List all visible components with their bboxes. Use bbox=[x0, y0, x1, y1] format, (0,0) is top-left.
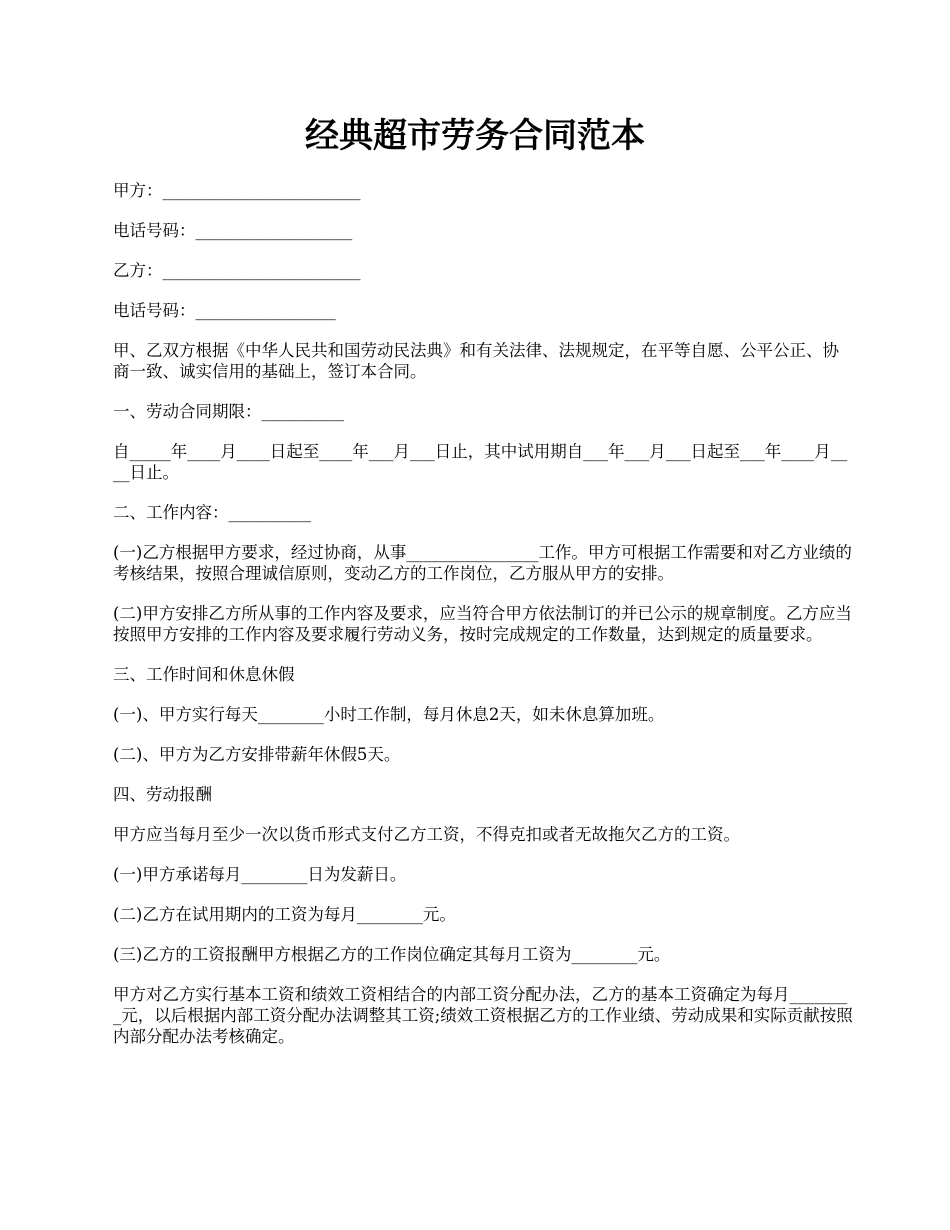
document-body bbox=[113, 180, 853, 1066]
party-a-phone-line: 电话号码：___________________ bbox=[113, 221, 353, 240]
pay-clause-1: (一)甲方承诺每月________日为发薪日。 bbox=[113, 865, 407, 884]
party-a-line: 甲方：________________________ bbox=[113, 181, 361, 200]
pay-clause-2: (二)乙方在试用期内的工资为每月________元。 bbox=[113, 905, 456, 924]
preamble-paragraph: 甲、乙双方根据《中华人民共和国劳动民法典》和有关法律、法规规定，在平等自愿、公平公正、协商一致、诚实信用的基础上，签订本合同。 bbox=[113, 341, 839, 381]
work-hours-clause-2: (二)、甲方为乙方安排带薪年休假5天。 bbox=[113, 745, 401, 764]
work-content-clause-2: (二)甲方安排乙方所从事的工作内容及要求，应当符合甲方依法制订的并已公示的规章制度。乙方应当按照甲方安排的工作内容及要求履行劳动义务，按时完成规定的工作数量，达到规定的质量要求。 bbox=[113, 604, 852, 644]
section-3-heading: 三、工作时间和休息休假 bbox=[113, 665, 295, 684]
work-hours-clause-1: (一)、甲方实行每天________小时工作制，每月休息2天，如未休息算加班。 bbox=[113, 705, 665, 724]
pay-general-paragraph: 甲方应当每月至少一次以货币形式支付乙方工资，不得克扣或者无故拖欠乙方的工资。 bbox=[113, 825, 740, 844]
section-2-heading: 二、工作内容：__________ bbox=[113, 503, 311, 522]
pay-clause-3: (三)乙方的工资报酬甲方根据乙方的工作岗位确定其每月工资为________元。 bbox=[113, 945, 671, 964]
contract-term-paragraph: 自_____年____月____日起至____年___月___日止，其中试用期自___年___月___日起至___年____月____日止。 bbox=[113, 442, 848, 482]
document-title: 经典超市劳务合同范本 bbox=[305, 116, 645, 156]
party-b-phone-line: 电话号码：_________________ bbox=[113, 301, 336, 320]
section-4-heading: 四、劳动报酬 bbox=[113, 785, 212, 804]
section-1-heading: 一、劳动合同期限：__________ bbox=[113, 402, 344, 421]
party-b-line: 乙方：________________________ bbox=[113, 261, 361, 280]
pay-structure-paragraph: 甲方对乙方实行基本工资和绩效工资相结合的内部工资分配办法，乙方的基本工资确定为每月________元，以后根据内部工资分配办法调整其工资;绩效工资根据乙方的工作业绩、劳动成果和实际贡献按照内部分配办法考核确定。 bbox=[113, 985, 853, 1046]
work-content-clause-1: (一)乙方根据甲方要求，经过协商，从事________________工作。甲方可根据工作需要和对乙方业绩的考核结果，按照合理诚信原则，变动乙方的工作岗位，乙方服从甲方的安排。 bbox=[113, 543, 852, 583]
